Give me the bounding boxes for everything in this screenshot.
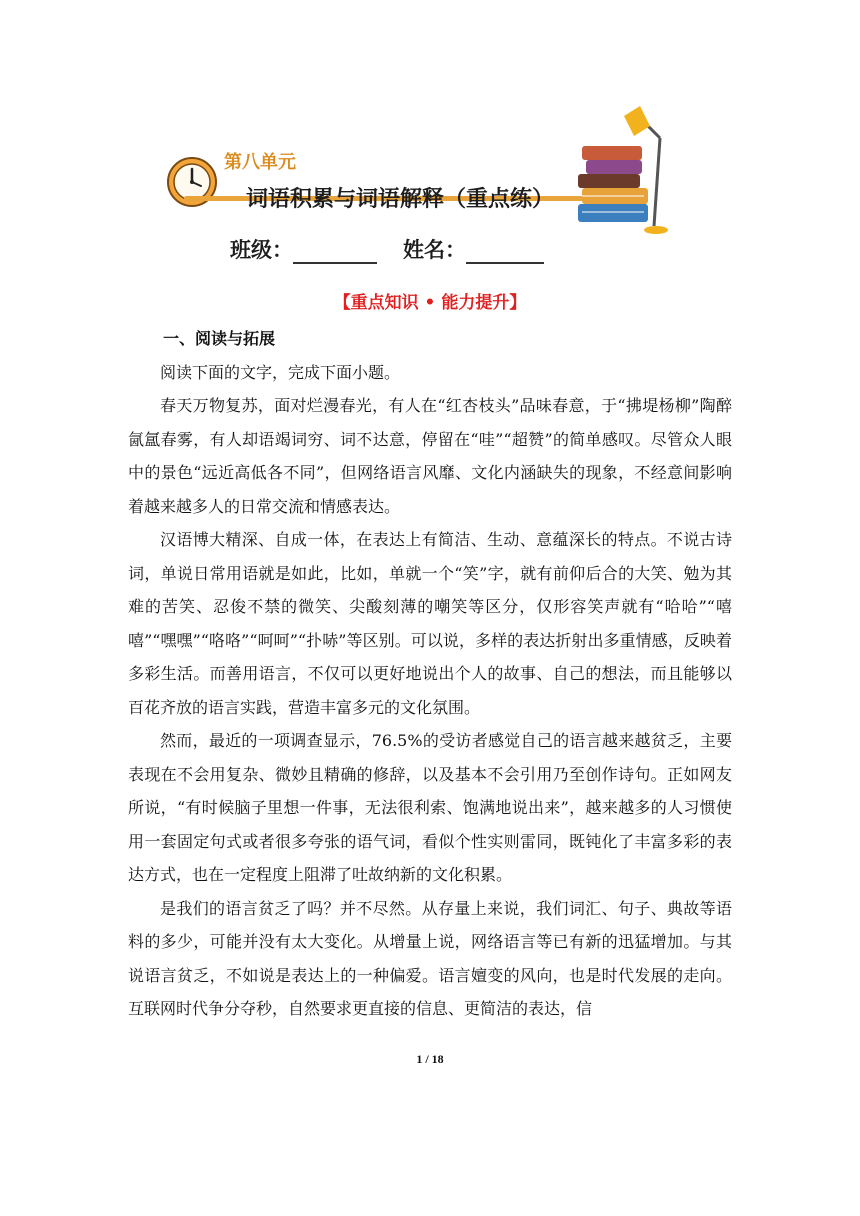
student-info — [230, 234, 544, 264]
books-lamp-icon — [574, 98, 674, 238]
paragraph: 是我们的语言贫乏了吗？并不尽然。从存量上来说，我们词汇、句子、典故等语料的多少，可能并没有太大变化。从增量上说，网络语言等已有新的迅猛增加。与其说语言贫乏，不如说是表达上的一种偏爱。语言嬗变的风向，也是时代发展的走向。互联网时代争分夺秒，自然要求更直接的信息、更简洁的表达，信 — [128, 898, 732, 1018]
paragraph: 阅读下面的文字，完成下面小题。 — [160, 362, 401, 382]
section-title: 【重点知识 • 能力提升】 — [333, 293, 527, 313]
unit-title: 第八单元 — [224, 152, 296, 173]
unit-banner — [160, 98, 660, 238]
page-number: 1 / 18 — [416, 1052, 444, 1066]
name-label: 姓名： — [403, 238, 466, 262]
class-blank[interactable] — [293, 240, 377, 264]
reading-passage — [128, 322, 732, 1026]
name-blank[interactable] — [466, 240, 544, 264]
class-label: 班级： — [230, 238, 293, 262]
paragraph: 然而，最近的一项调查显示，76.5%的受访者感觉自己的语言越来越贫乏，主要表现在不会用复杂、微妙且精确的修辞，以及基本不会引用乃至创作诗句。正如网友所说，“有时候脑子里想一件事，无法很利索、饱满地说出来”，越来越多的人习惯使用一套固定句式或者很多夸张的语气词，看似个性实则雷同，既钝化了丰富多彩的表达方式，也在一定程度上阻滞了吐故纳新的文化积累。 — [128, 731, 732, 884]
worksheet-title: 词语积累与词语解释（重点练） — [246, 187, 555, 212]
paragraph: 汉语博大精深、自成一体，在表达上有简洁、生动、意蕴深长的特点。不说古诗词，单说日常用语就是如此，比如，单就一个“笑”字，就有前仰后合的大笑、勉为其难的苦笑、忍俊不禁的微笑、尖酸刻薄的嘲笑等区分，仅形容笑声就有“哈哈”“嘻嘻”“嘿嘿”“咯咯”“呵呵”“扑哧”等区别。可以说，多样的表达折射出多重情感，反映着多彩生活。而善用语言，不仅可以更好地说出个人的故事、自己的想法，而且能够以百花齐放的语言实践，营造丰富多元的文化氛围。 — [128, 530, 732, 717]
paragraph: 春天万物复苏，面对烂漫春光，有人在“红杏枝头”品味春意，于“拂堤杨柳”陶醉氤氲春雾，有人却语竭词穷、词不达意，停留在“哇”“超赞”的简单感叹。尽管众人眼中的景色“远近高低各不同”，但网络语言风靡、文化内涵缺失的现象，不经意间影响着越来越多人的日常交流和情感表达。 — [128, 396, 732, 516]
question-heading: 一、阅读与拓展 — [163, 329, 276, 348]
